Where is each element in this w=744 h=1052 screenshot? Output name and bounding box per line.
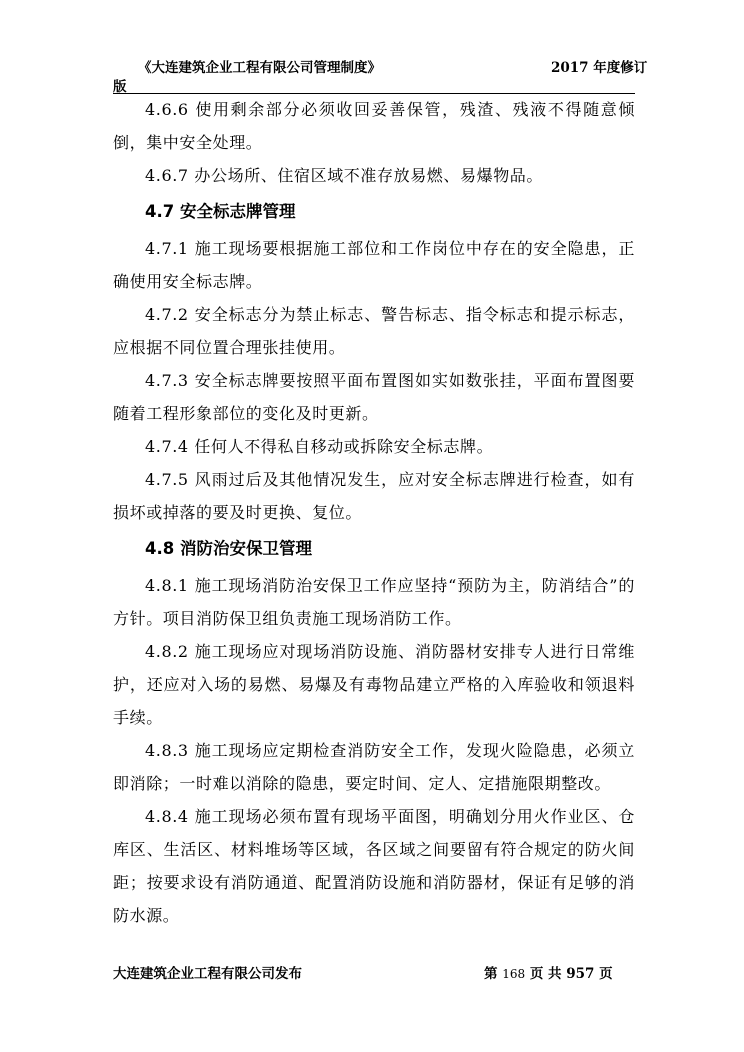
paragraph: 4.8.4 施工现场必须布置有现场平面图，明确划分用火作业区、仓库区、生活区、材料堆场等区域，各区域之间要留有符合规定的防火间距；按要求设有消防通道、配置消防设施和消防器材，保证有足够的消防水源。 — [113, 807, 635, 925]
footer-page-info — [484, 962, 613, 982]
footer-publisher: 大连建筑企业工程有限公司发布 — [113, 966, 302, 982]
header-revision: 2017 年度修订 — [551, 60, 648, 76]
paragraph: 4.6.6 使用剩余部分必须收回妥善保管，残渣、残液不得随意倾倒，集中安全处理。 — [113, 100, 635, 152]
paragraph: 4.7.5 风雨过后及其他情况发生，应对安全标志牌进行检查，如有损坏或掉落的要及时更换、复位。 — [113, 470, 635, 522]
paragraph: 4.8.2 施工现场应对现场消防设施、消防器材安排专人进行日常维护，还应对入场的易燃、易爆及有毒物品建立严格的入库验收和领退料手续。 — [113, 642, 635, 727]
section-heading: 4.7 安全标志牌管理 — [145, 202, 296, 221]
paragraph: 4.7.3 安全标志牌要按照平面布置图如实如数张挂，平面布置图要随着工程形象部位的变化及时更新。 — [113, 371, 635, 423]
paragraph: 4.8.1 施工现场消防治安保卫工作应坚持“预防为主，防消结合”的方针。项目消防保卫组负责施工现场消防工作。 — [113, 576, 635, 628]
page-number: 168 — [502, 967, 526, 981]
paragraph: 4.6.7 办公场所、住宿区域不准存放易燃、易爆物品。 — [145, 166, 543, 185]
paragraph: 4.8.3 施工现场应定期检查消防安全工作，发现火险隐患，必须立即消除；一时难以消除的隐患，要定时间、定人、定措施限期整改。 — [113, 741, 635, 793]
paragraph: 4.7.4 任何人不得私自移动或拆除安全标志牌。 — [145, 437, 494, 456]
page-prefix: 第 — [484, 966, 498, 982]
section-heading: 4.8 消防治安保卫管理 — [145, 539, 312, 558]
document-body — [113, 93, 635, 932]
page-middle: 页 共 — [529, 966, 562, 982]
page-suffix: 页 — [599, 966, 613, 982]
paragraph: 4.7.2 安全标志分为禁止标志、警告标志、指令标志和提示标志，应根据不同位置合理张挂使用。 — [113, 305, 635, 357]
header-title: 《大连建筑企业工程有限公司管理制度》 — [138, 60, 381, 76]
page-total: 957 — [566, 966, 595, 982]
paragraph: 4.7.1 施工现场要根据施工部位和工作岗位中存在的安全隐患，正确使用安全标志牌。 — [113, 239, 635, 291]
header-revision-wrap: 版 — [113, 79, 127, 95]
